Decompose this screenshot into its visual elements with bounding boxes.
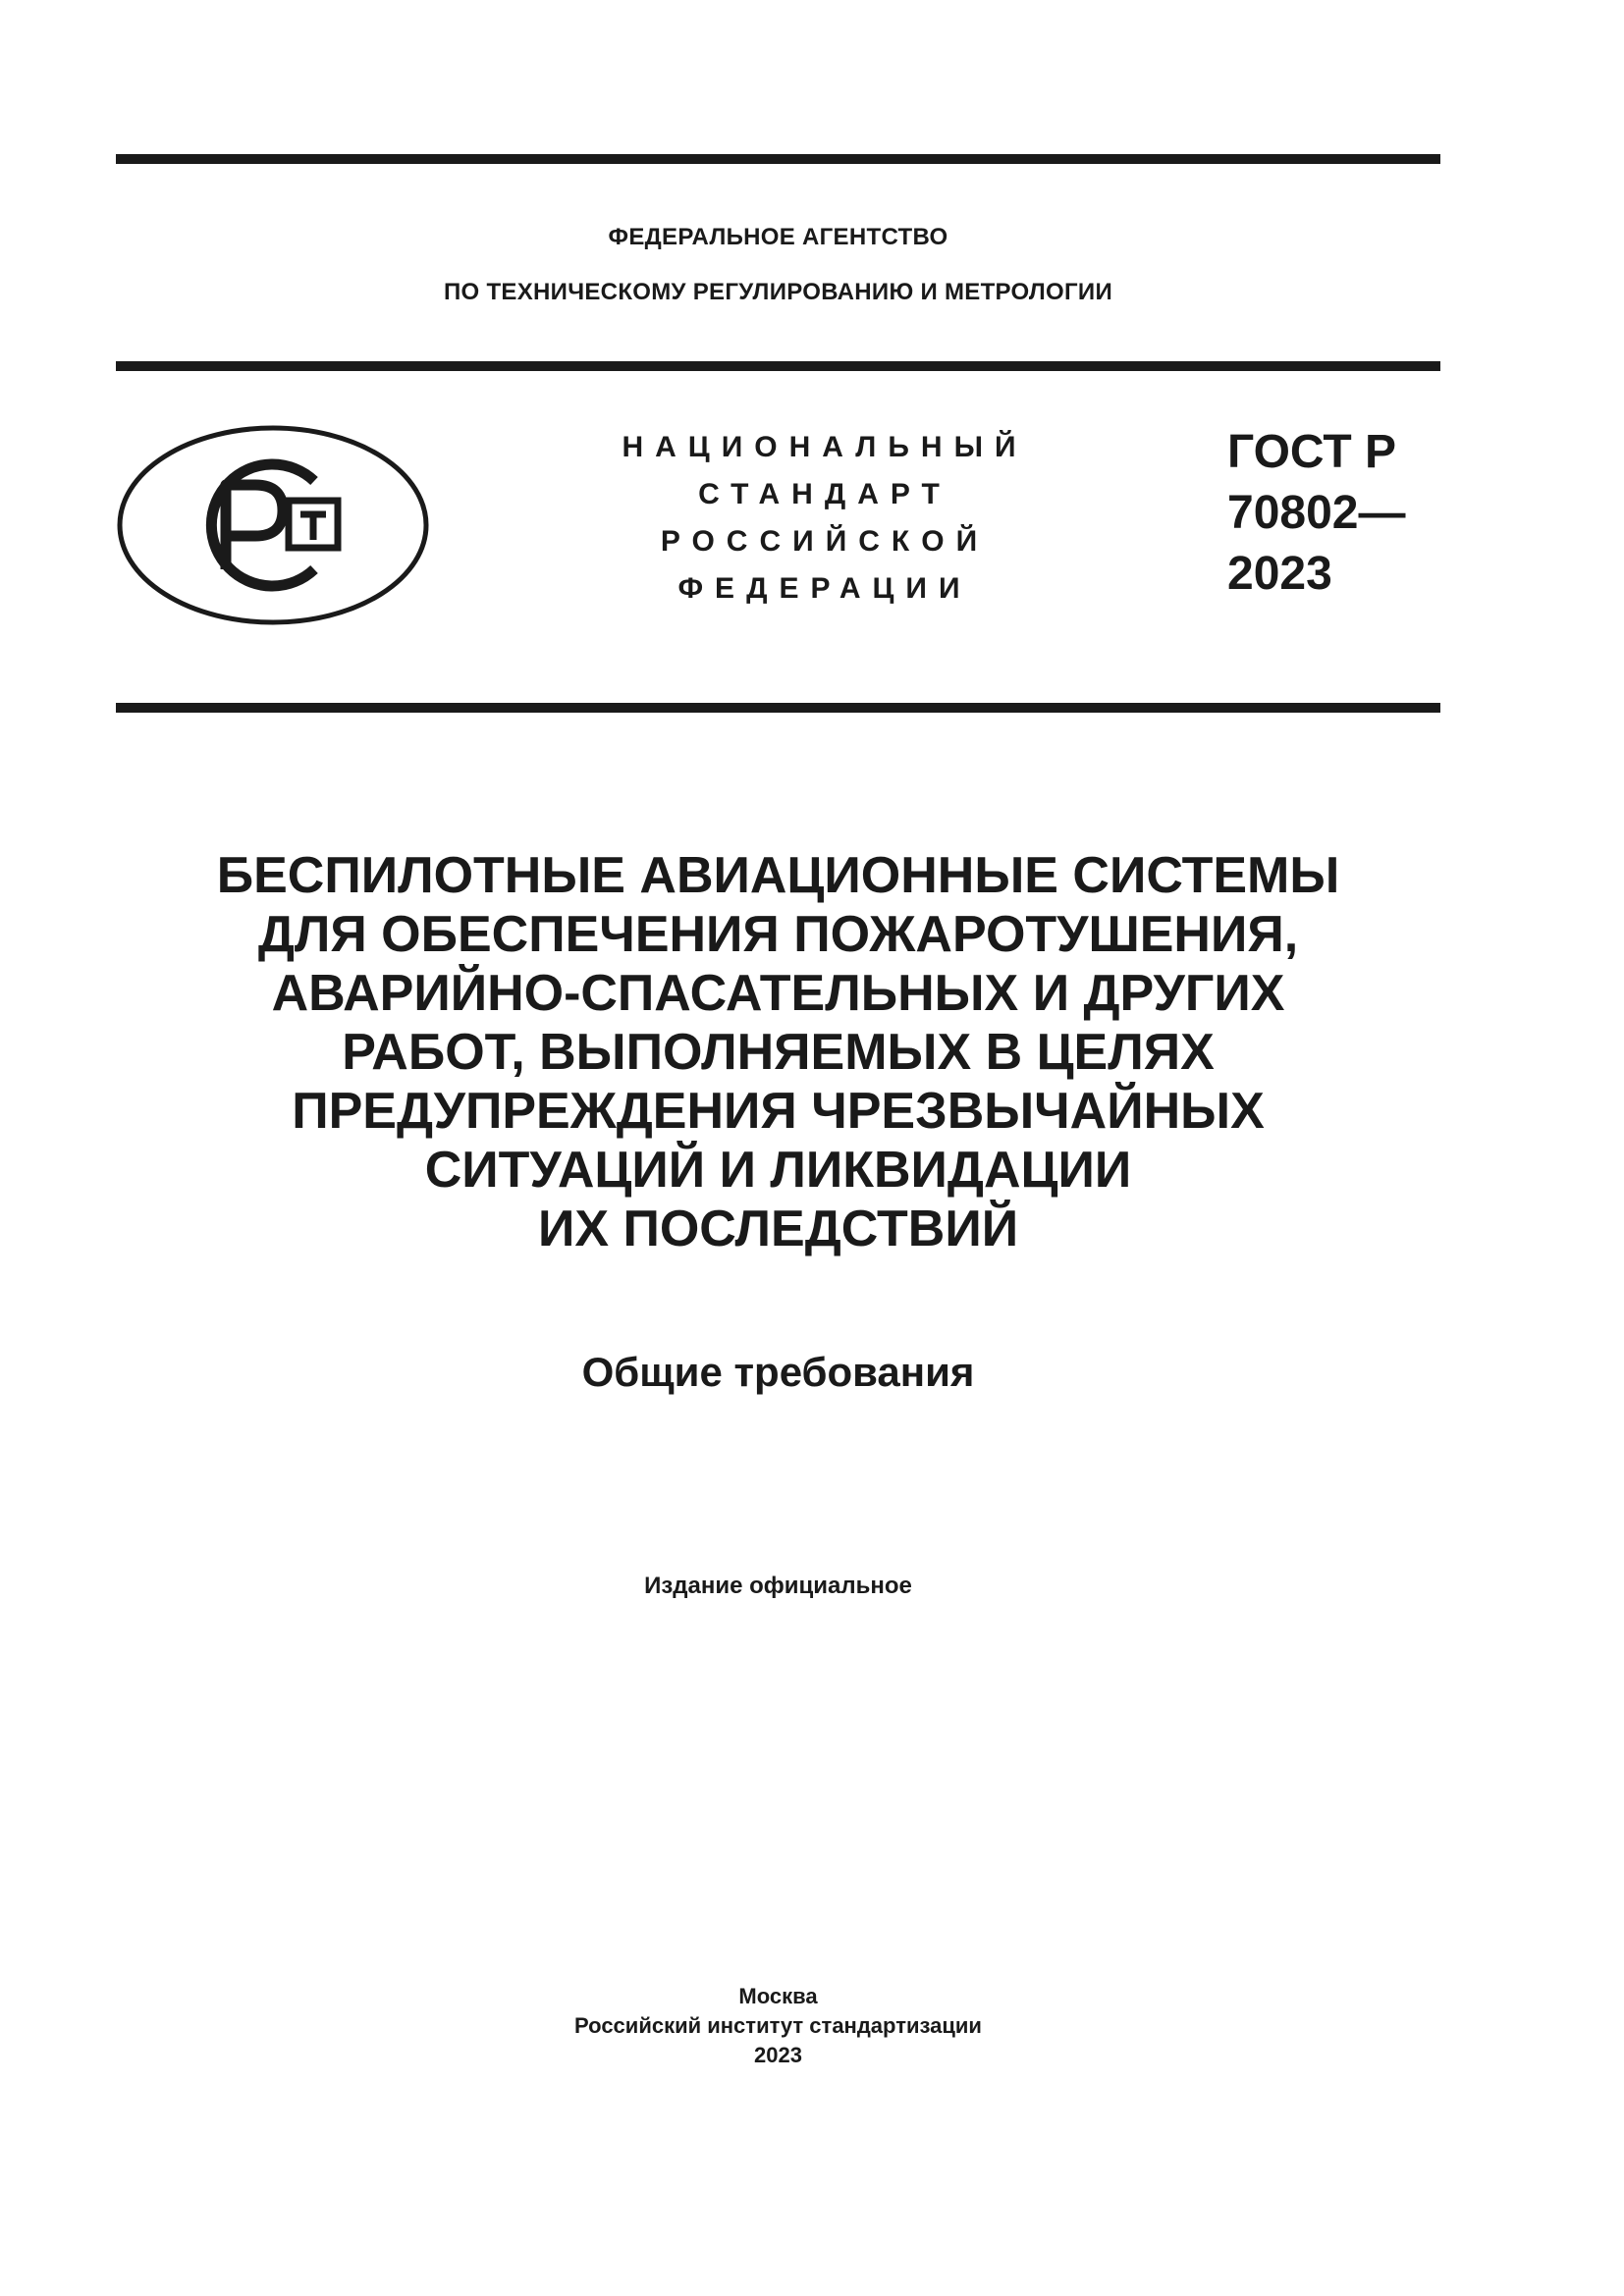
agency-line-2: ПО ТЕХНИЧЕСКОМУ РЕГУЛИРОВАНИЮ И МЕТРОЛОГИИ	[443, 279, 1113, 305]
agency-line-1: ФЕДЕРАЛЬНОЕ АГЕНТСТВО	[608, 224, 948, 250]
title-line-3: АВАРИЙНО-СПАСАТЕЛЬНЫХ И ДРУГИХ	[271, 965, 1285, 1022]
top-rule	[116, 154, 1440, 164]
document-title	[116, 846, 1440, 1258]
publisher-institute: Российский институт стандартизации	[574, 2013, 982, 2038]
title-line-2: ДЛЯ ОБЕСПЕЧЕНИЯ ПОЖАРОТУШЕНИЯ,	[257, 906, 1299, 963]
designation-line-2: 70802—	[1227, 487, 1406, 539]
edition-label: Издание официальное	[644, 1573, 912, 1599]
publisher-city: Москва	[738, 1984, 818, 2008]
national-line-4: ФЕДЕРАЦИИ	[677, 572, 972, 605]
rst-certification-logo-icon	[116, 424, 430, 626]
document-subtitle: Общие требования	[581, 1349, 975, 1395]
header-rule	[116, 361, 1440, 371]
designation-line-3: 2023	[1227, 548, 1332, 600]
national-line-2: СТАНДАРТ	[698, 478, 951, 510]
title-line-7: ИХ ПОСЛЕДСТВИЙ	[537, 1201, 1019, 1257]
national-line-3: РОССИЙСКОЙ	[660, 525, 990, 558]
standard-designation	[1227, 422, 1438, 605]
title-line-4: РАБОТ, ВЫПОЛНЯЕМЫХ В ЦЕЛЯХ	[342, 1024, 1215, 1081]
title-line-5: ПРЕДУПРЕЖДЕНИЯ ЧРЕЗВЫЧАЙНЫХ	[292, 1083, 1265, 1140]
title-line-6: СИТУАЦИЙ И ЛИКВИДАЦИИ	[424, 1142, 1132, 1199]
publisher-block	[116, 1982, 1440, 2070]
header-bottom-rule	[116, 703, 1440, 713]
national-standard-block	[550, 424, 1100, 613]
publisher-year: 2023	[754, 2043, 802, 2067]
title-line-1: БЕСПИЛОТНЫЕ АВИАЦИОННЫЕ СИСТЕМЫ	[216, 847, 1340, 904]
designation-line-1: ГОСТ Р	[1227, 426, 1397, 478]
national-line-1: НАЦИОНАЛЬНЫЙ	[622, 431, 1028, 463]
